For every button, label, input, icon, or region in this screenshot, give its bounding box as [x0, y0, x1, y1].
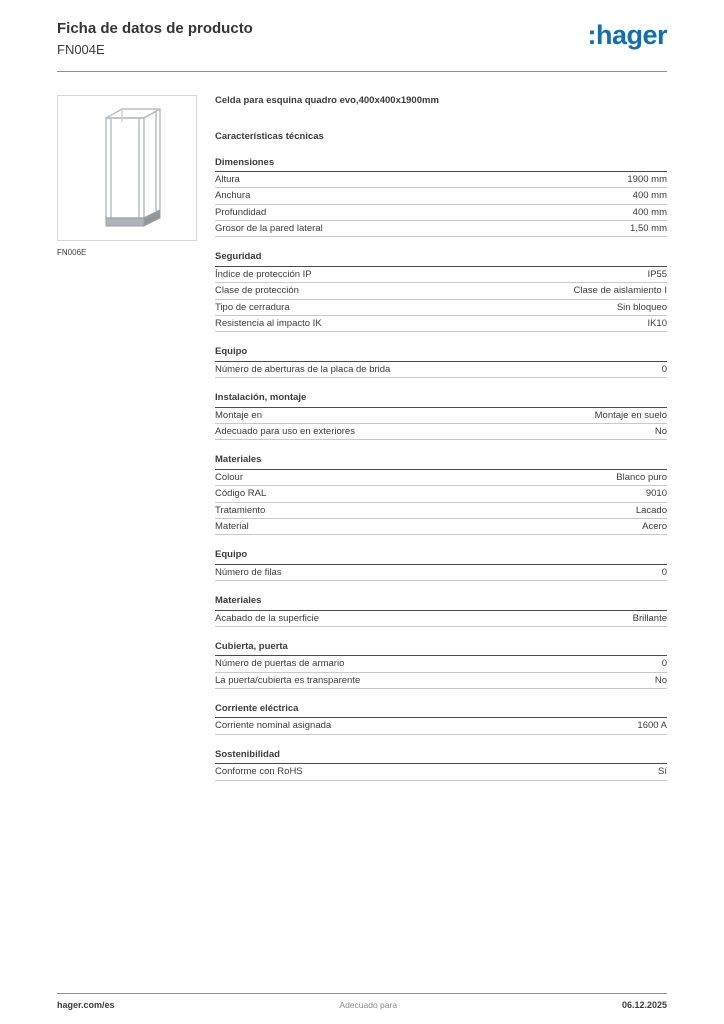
- spec-label: Número de aberturas de la placa de brida: [215, 363, 391, 375]
- spec-label: Resistencia al impacto IK: [215, 318, 322, 330]
- spec-label: Índice de protección IP: [215, 268, 312, 280]
- spec-value: 1900 mm: [627, 173, 667, 185]
- spec-section: [215, 703, 667, 735]
- page-title: Ficha de datos de producto: [57, 20, 253, 37]
- spec-row: [215, 283, 667, 299]
- spec-row: [215, 408, 667, 424]
- spec-value: 1600 A: [637, 720, 667, 732]
- spec-value: Sí: [658, 766, 667, 778]
- spec-row: [215, 673, 667, 689]
- spec-label: Número de filas: [215, 566, 282, 578]
- spec-row: [215, 362, 667, 378]
- section-title: Materiales: [215, 454, 667, 469]
- spec-label: Anchura: [215, 190, 251, 202]
- spec-row: [215, 424, 667, 440]
- spec-section: [215, 595, 667, 627]
- spec-row: [215, 764, 667, 780]
- spec-row: [215, 470, 667, 486]
- page-footer: [57, 993, 667, 1010]
- spec-label: Montaje en: [215, 409, 263, 421]
- footer-center-text: Adecuado para: [339, 1000, 398, 1010]
- spec-label: Corriente nominal asignada: [215, 720, 332, 732]
- spec-row: [215, 300, 667, 316]
- section-title: Equipo: [215, 549, 667, 564]
- spec-value: No: [654, 674, 667, 686]
- spec-row: [215, 267, 667, 283]
- spec-value: 0: [661, 363, 667, 375]
- spec-row: [215, 503, 667, 519]
- spec-value: 9010: [645, 488, 667, 500]
- section-title: Corriente eléctrica: [215, 703, 667, 718]
- header-text-block: [57, 20, 253, 57]
- footer-date: 06.12.2025: [621, 1000, 667, 1010]
- spec-row: [215, 316, 667, 332]
- spec-value: 0: [661, 566, 667, 578]
- spec-value: IK10: [647, 318, 667, 330]
- spec-row: [215, 565, 667, 581]
- spec-value: IP55: [647, 268, 667, 280]
- hager-logo: :hager: [587, 20, 667, 50]
- spec-value: 400 mm: [632, 190, 667, 202]
- spec-label: Código RAL: [215, 488, 267, 500]
- spec-row: [215, 172, 667, 188]
- section-title: Instalación, montaje: [215, 392, 667, 407]
- spec-label: Número de puertas de armario: [215, 658, 345, 670]
- spec-section: [215, 346, 667, 378]
- cabinet-drawing-icon: [68, 100, 186, 236]
- spec-row: [215, 486, 667, 502]
- spec-section: [215, 392, 667, 440]
- product-name: Celda para esquina quadro evo,400x400x1900mm: [215, 94, 439, 106]
- product-reference: FN004E: [57, 41, 105, 57]
- spec-value: Clase de aislamiento I: [573, 285, 667, 297]
- spec-label: Acabado de la superficie: [215, 612, 320, 624]
- spec-value: Brillante: [632, 612, 667, 624]
- spec-section: [215, 549, 667, 581]
- spec-label: Clase de protección: [215, 285, 299, 297]
- product-image-column: [57, 95, 197, 781]
- section-title: Sostenibilidad: [215, 749, 667, 764]
- section-title: Seguridad: [215, 251, 667, 266]
- section-title: Materiales: [215, 595, 667, 610]
- product-image-caption: FN006E: [57, 247, 87, 257]
- spec-row: [215, 221, 667, 237]
- section-title: Equipo: [215, 346, 667, 361]
- main-content: [57, 95, 667, 781]
- spec-row: [215, 519, 667, 535]
- section-title: Dimensiones: [215, 157, 667, 172]
- spec-column: [215, 95, 667, 781]
- spec-value: Lacado: [635, 504, 667, 516]
- spec-label: Tratamiento: [215, 504, 266, 516]
- spec-sections: [215, 157, 667, 781]
- spec-label: Conforme con RoHS: [215, 766, 303, 778]
- spec-row: [215, 611, 667, 627]
- spec-value: Acero: [642, 520, 667, 532]
- footer-website-link[interactable]: hager.com/es: [57, 1000, 115, 1010]
- spec-row: [215, 205, 667, 221]
- spec-value: 0: [661, 658, 667, 670]
- spec-value: 1,50 mm: [630, 223, 667, 235]
- tech-characteristics-title: Características técnicas: [215, 131, 324, 143]
- spec-value: Montaje en suelo: [594, 409, 667, 421]
- section-title: Cubierta, puerta: [215, 641, 667, 656]
- spec-label: Colour: [215, 471, 243, 483]
- spec-value: Blanco puro: [616, 471, 667, 483]
- spec-label: Tipo de cerradura: [215, 301, 290, 313]
- spec-label: La puerta/cubierta es transparente: [215, 674, 361, 686]
- spec-section: [215, 454, 667, 535]
- page-header: [57, 20, 667, 72]
- spec-label: Profundidad: [215, 206, 267, 218]
- spec-value: Sin bloqueo: [616, 301, 667, 313]
- spec-label: Material: [215, 520, 249, 532]
- spec-section: [215, 251, 667, 332]
- spec-section: [215, 157, 667, 238]
- spec-row: [215, 656, 667, 672]
- spec-label: Altura: [215, 173, 240, 185]
- spec-label: Grosor de la pared lateral: [215, 223, 323, 235]
- spec-row: [215, 188, 667, 204]
- spec-value: No: [654, 426, 667, 437]
- spec-section: [215, 749, 667, 781]
- product-image: [57, 95, 197, 241]
- spec-section: [215, 641, 667, 689]
- spec-value: 400 mm: [632, 206, 667, 218]
- spec-label: Adecuado para uso en exteriores: [215, 426, 355, 437]
- spec-row: [215, 718, 667, 734]
